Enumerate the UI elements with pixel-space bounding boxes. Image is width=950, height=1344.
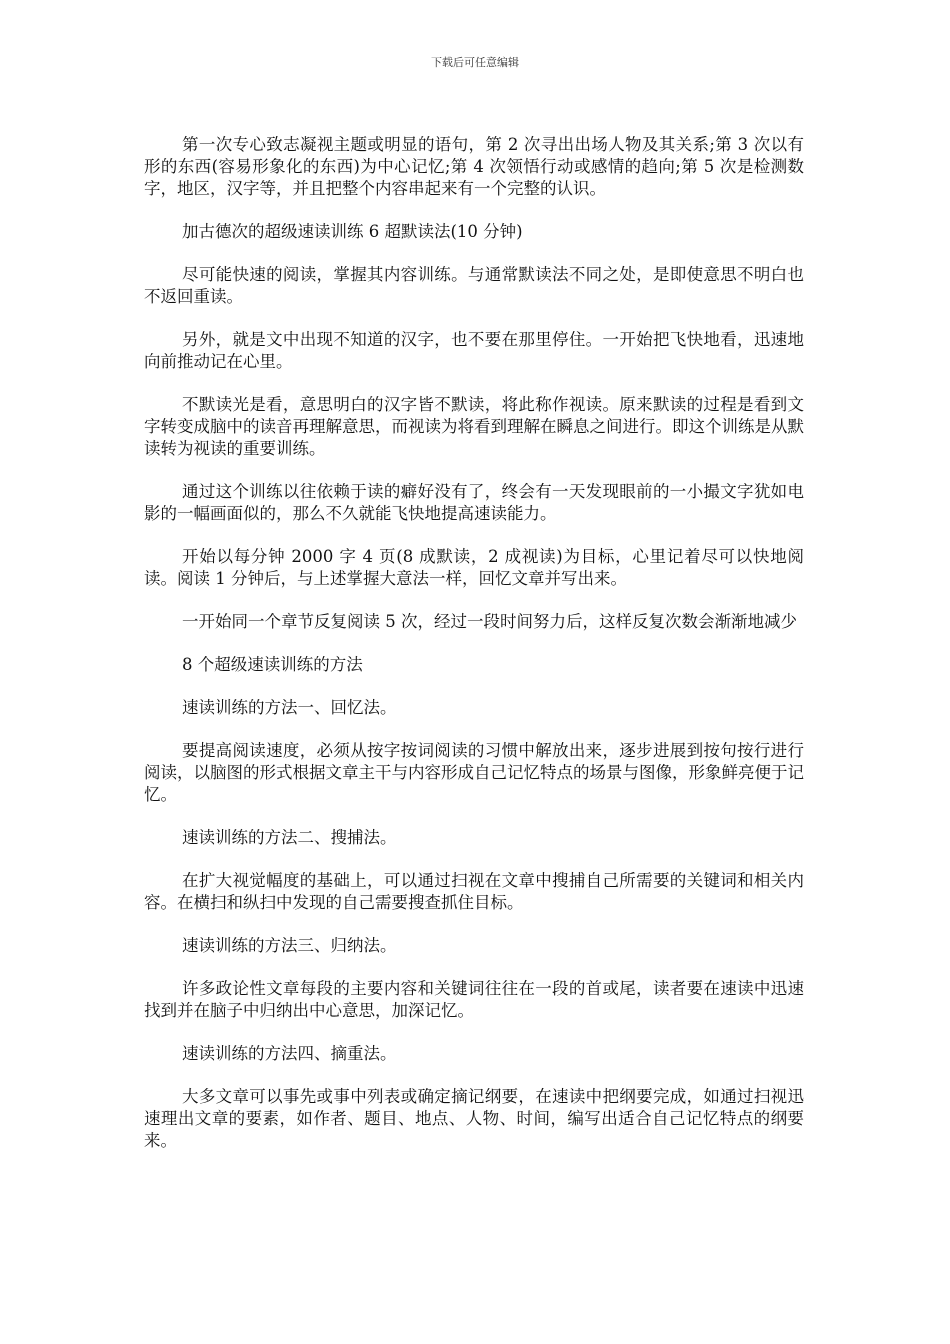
section-heading: 加古德次的超级速读训练 6 超默读法(10 分钟): [182, 222, 523, 241]
method-heading: 速读训练的方法一、回忆法。: [182, 698, 397, 717]
paragraph: 大多文章可以事先或事中列表或确定摘记纲要，在速读中把纲要完成，如通过扫视迅速理出文章的要素，如作者、题目、地点、人物、时间，编写出适合自己记忆特点的纲要来。: [144, 1087, 804, 1150]
paragraph: 通过这个训练以往依赖于读的癖好没有了，终会有一天发现眼前的一小撮文字犹如电影的一幅画面似的，那么不久就能飞快地提高速读能力。: [144, 482, 804, 523]
paragraph: 不默读光是看，意思明白的汉字皆不默读，将此称作视读。原来默读的过程是看到文字转变成脑中的读音再理解意思，而视读为将看到理解在瞬息之间进行。即这个训练是从默读转为视读的重要训练。: [144, 395, 804, 458]
section-heading: 8 个超级速读训练的方法: [182, 655, 363, 674]
paragraph: 要提高阅读速度，必须从按字按词阅读的习惯中解放出来，逐步进展到按句按行进行阅读，以脑图的形式根据文章主干与内容形成自己记忆特点的场景与图像，形象鲜亮便于记忆。: [144, 741, 804, 804]
method-heading: 速读训练的方法二、搜捕法。: [182, 828, 397, 847]
paragraph: 许多政论性文章每段的主要内容和关键词往往在一段的首或尾，读者要在速读中迅速找到并在脑子中归纳出中心意思，加深记忆。: [144, 979, 804, 1020]
document-body: [144, 134, 804, 1173]
paragraph: 另外，就是文中出现不知道的汉字，也不要在那里停住。一开始把飞快地看，迅速地向前推动记在心里。: [144, 330, 804, 371]
paragraph: 在扩大视觉幅度的基础上，可以通过扫视在文章中搜捕自己所需要的关键词和相关内容。在横扫和纵扫中发现的自己需要搜查抓住目标。: [144, 871, 804, 912]
method-heading: 速读训练的方法三、归纳法。: [182, 936, 397, 955]
paragraph: 开始以每分钟 2000 字 4 页(8 成默读，2 成视读)为目标，心里记着尽可以快地阅读。阅读 1 分钟后，与上述掌握大意法一样，回忆文章并写出来。: [144, 547, 804, 588]
paragraph: 一开始同一个章节反复阅读 5 次，经过一段时间努力后，这样反复次数会渐渐地减少: [182, 612, 797, 631]
paragraph: 尽可能快速的阅读，掌握其内容训练。与通常默读法不同之处，是即使意思不明白也不返回重读。: [144, 265, 804, 306]
page-header: 下载后可任意编辑: [431, 56, 519, 69]
method-heading: 速读训练的方法四、摘重法。: [182, 1044, 397, 1063]
paragraph: 第一次专心致志凝视主题或明显的语句，第 2 次寻出出场人物及其关系;第 3 次以有形的东西(容易形象化的东西)为中心记忆;第 4 次领悟行动或感情的趋向;第 5 次是检测数字，地区，汉字等，并且把整个内容串起来有一个完整的认识。: [144, 135, 804, 198]
